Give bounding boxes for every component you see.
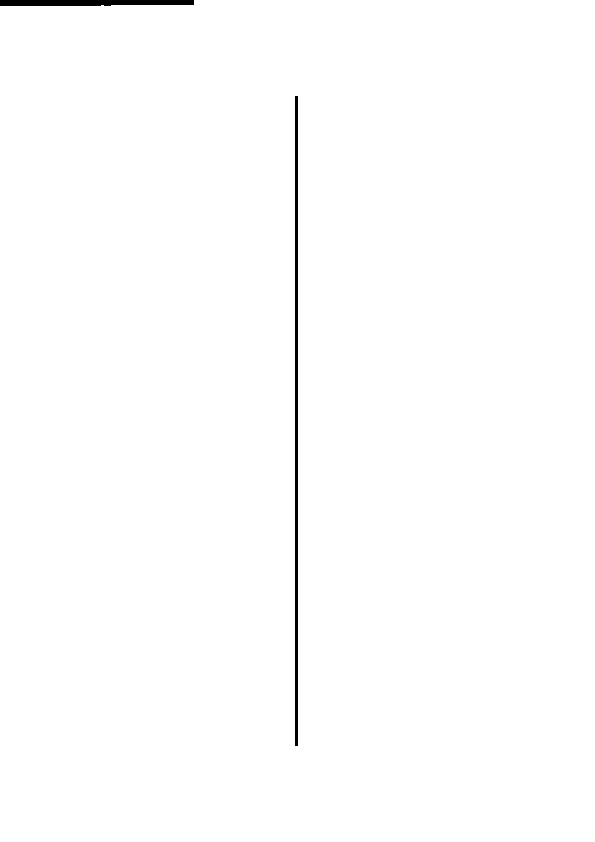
text-glyph: [158, 0, 172, 5]
text-glyph: [71, 0, 87, 5]
text-glyph: [99, 0, 107, 5]
text-glyph: [35, 0, 43, 5]
text-glyph: [7, 0, 15, 5]
text-glyph: [139, 0, 155, 5]
column-divider: [295, 96, 298, 746]
text-glyph: [17, 0, 31, 5]
text-glyph: [174, 0, 188, 5]
text-glyph: [109, 0, 116, 5]
text-glyph: [0, 0, 5, 5]
text-glyph: [193, 0, 194, 5]
text-glyph: [59, 0, 68, 5]
text-glyph: [118, 0, 135, 5]
text-glyph: [46, 0, 57, 5]
text-glyph: [89, 0, 97, 5]
